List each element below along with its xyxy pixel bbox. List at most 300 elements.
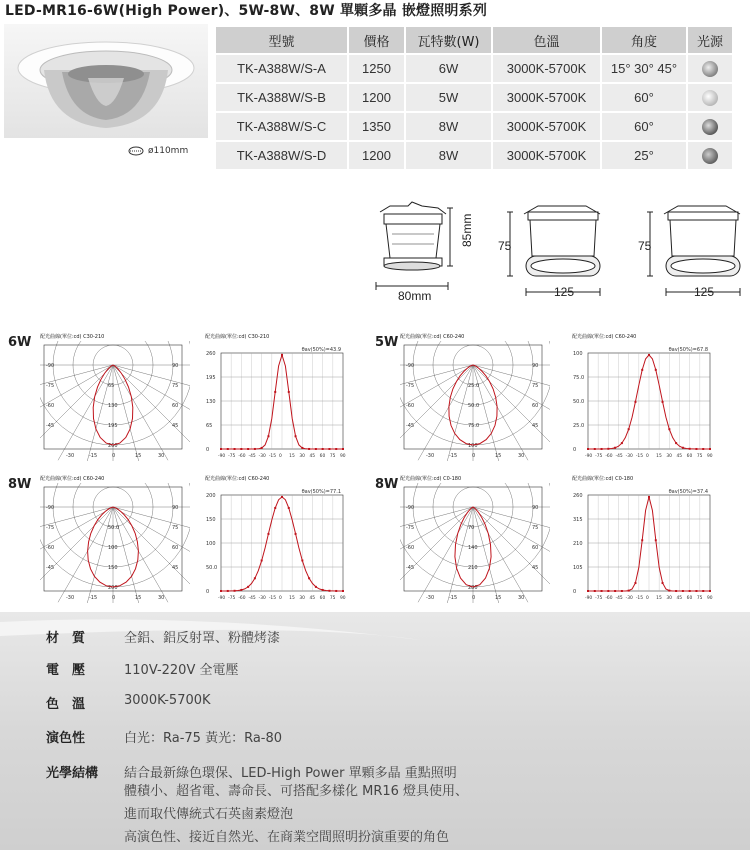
x-tick-label: -30 — [625, 596, 633, 601]
polar-angle-label: -90 — [406, 505, 415, 511]
power-label-6w: 6W — [8, 335, 32, 350]
polar-angle-label: -75 — [406, 525, 415, 531]
polar-angle-label: -75 — [46, 525, 55, 531]
intensity-point — [668, 428, 670, 430]
intensity-point — [628, 428, 630, 430]
x-tick-label: -45 — [248, 596, 256, 601]
cell-model: TK-A388W/S-D — [216, 142, 347, 169]
x-tick-label: -60 — [238, 596, 246, 601]
beam-angle-label: θav(50%)=77.1 — [301, 489, 341, 495]
polar-angle-label: 45 — [532, 423, 539, 429]
polar-angle-label: 45 — [172, 565, 179, 571]
x-tick-label: 90 — [340, 596, 346, 601]
intensity-chart — [572, 333, 717, 461]
intensity-point — [662, 401, 664, 403]
polar-angle-label: 45 — [532, 565, 539, 571]
x-tick-label: 45 — [309, 596, 316, 601]
intensity-point — [634, 582, 636, 584]
intensity-point — [227, 448, 229, 450]
polar-angle-label: -60 — [46, 403, 55, 409]
x-tick-label: 90 — [707, 454, 713, 459]
cell-cct: 3000K-5700K — [493, 142, 600, 169]
polar-angle-label: -30 — [426, 453, 435, 459]
intensity-point — [274, 507, 276, 509]
intensity-point — [695, 448, 697, 450]
polar-angle-label: 90 — [532, 505, 539, 511]
intensity-point — [240, 589, 242, 591]
y-tick-label: 0 — [206, 447, 210, 453]
intensity-point — [675, 590, 677, 592]
y-tick-label: 130 — [206, 399, 216, 405]
dim-h2: 75 — [498, 239, 512, 253]
polar-angle-label: -75 — [406, 383, 415, 389]
polar-ring-label: 140 — [468, 545, 478, 551]
y-tick-label: 100 — [206, 541, 216, 547]
x-tick-label: -30 — [258, 454, 266, 459]
x-tick-label: -90 — [585, 454, 593, 459]
spec-material: 材 質 全鋁、鋁反射罩、粉體烤漆 — [46, 631, 281, 646]
y-tick-label: 315 — [573, 517, 583, 523]
polar-angle-label: 15 — [135, 595, 142, 601]
cell-source — [688, 84, 732, 111]
intensity-point — [281, 354, 283, 356]
polar-angle-label: -45 — [406, 565, 415, 571]
polar-angle-label: 60 — [172, 403, 179, 409]
x-tick-label: -90 — [218, 454, 226, 459]
x-tick-label: 15 — [656, 454, 662, 459]
polar-chart-title: 配光曲線(單位:cd) C60-240 — [40, 476, 105, 482]
cell-angle: 15° 30° 45° — [602, 55, 686, 82]
x-tick-label: -45 — [615, 454, 623, 459]
polar-ring-label: 100 — [468, 443, 478, 449]
polar-angle-label: 90 — [532, 363, 539, 369]
x-tick-label: 90 — [340, 454, 346, 459]
intensity-point — [655, 539, 657, 541]
y-tick-label: 65 — [206, 423, 213, 429]
intensity-point — [587, 590, 589, 592]
intensity-point — [227, 590, 229, 592]
intensity-point — [254, 577, 256, 579]
polar-ring-label: 65 — [108, 383, 115, 389]
y-tick-label: 260 — [206, 351, 216, 357]
polar-angle-label: -90 — [46, 505, 55, 511]
polar-angle-label: 0 — [112, 453, 116, 459]
dim-w2: 125 — [554, 285, 575, 299]
polar-angle-label: -45 — [46, 565, 55, 571]
x-tick-label: -75 — [228, 596, 236, 601]
polar-angle-label: 30 — [158, 595, 165, 601]
x-tick-label: -60 — [605, 596, 613, 601]
x-tick-label: -60 — [238, 454, 246, 459]
table-row — [216, 84, 732, 111]
x-tick-label: 75 — [329, 454, 336, 459]
beam-angle-label: θav(50%)=43.9 — [301, 347, 341, 353]
y-tick-label: 105 — [573, 565, 583, 571]
x-tick-label: 45 — [309, 454, 316, 459]
cell-cct: 3000K-5700K — [493, 113, 600, 140]
spec-cri: 演色性 白光：Ra-75 黃光：Ra-80 — [46, 731, 283, 746]
cell-angle: 60° — [602, 113, 686, 140]
y-tick-label: 0 — [573, 589, 577, 595]
intensity-chart — [205, 475, 350, 603]
polar-angle-label: 15 — [495, 453, 502, 459]
x-tick-label: -75 — [595, 596, 603, 601]
intensity-point — [709, 448, 711, 450]
x-tick-label: 60 — [686, 454, 693, 459]
intensity-point — [240, 448, 242, 450]
intensity-chart — [572, 475, 717, 603]
power-label-5w: 5W — [375, 335, 399, 350]
polar-chart — [400, 475, 550, 603]
col-model: 型號 — [216, 27, 347, 53]
x-tick-label: 30 — [666, 596, 672, 601]
mr16-bulb-icon — [702, 119, 718, 135]
polar-chart — [400, 333, 550, 461]
y-tick-label: 0 — [573, 447, 577, 453]
x-tick-label: -15 — [268, 454, 277, 459]
intensity-point — [335, 448, 337, 450]
intensity-point — [594, 448, 596, 450]
polar-angle-label: 60 — [532, 403, 539, 409]
x-tick-label: 75 — [696, 454, 703, 459]
desc-line: 體積小、超省電、壽命長、可搭配多樣化 MR16 燈具使用、 — [124, 784, 469, 799]
polar-angle-label: -30 — [66, 453, 75, 459]
intensity-point — [607, 590, 609, 592]
x-tick-label: -90 — [585, 596, 593, 601]
intensity-point — [234, 448, 236, 450]
table-row — [216, 113, 732, 140]
intensity-point — [281, 496, 283, 498]
fixture-side-drawing — [376, 202, 453, 290]
cell-price: 1250 — [349, 55, 404, 82]
x-tick-label: -30 — [258, 596, 266, 601]
intensity-point — [301, 559, 303, 561]
polar-angle-label: 75 — [172, 525, 179, 531]
power-label-8w-a: 8W — [8, 477, 32, 492]
x-tick-label: 75 — [696, 596, 703, 601]
x-tick-label: 30 — [299, 596, 305, 601]
intensity-point — [288, 507, 290, 509]
intensity-point — [628, 590, 630, 592]
x-tick-label: 30 — [666, 454, 672, 459]
intensity-point — [695, 590, 697, 592]
polar-plot — [400, 483, 550, 603]
intensity-point — [295, 435, 297, 437]
polar-angle-label: -90 — [46, 363, 55, 369]
y-tick-label: 0 — [206, 589, 210, 595]
intensity-plot — [572, 483, 717, 603]
polar-angle-label: -15 — [449, 453, 458, 459]
intensity-point — [301, 447, 303, 449]
spec-table — [214, 25, 734, 171]
x-tick-label: -75 — [228, 454, 236, 459]
spec-optics: 光學結構 結合最新綠色環保、LED-High Power 單顆多晶 重點照明 — [46, 766, 457, 781]
intensity-point — [675, 442, 677, 444]
intensity-point — [682, 447, 684, 449]
intensity-point — [267, 533, 269, 535]
intensity-point — [254, 448, 256, 450]
mr16-bulb-icon — [702, 61, 718, 77]
cell-angle: 25° — [602, 142, 686, 169]
beam-angle-label: θav(50%)=37.4 — [668, 489, 708, 495]
intensity-point — [315, 448, 317, 450]
polar-angle-label: -15 — [449, 595, 458, 601]
intensity-point — [261, 447, 263, 449]
polar-angle-label: 15 — [135, 453, 142, 459]
intensity-point — [641, 539, 643, 541]
polar-angle-label: 30 — [518, 453, 525, 459]
intensity-point — [648, 354, 650, 356]
cell-source — [688, 55, 732, 82]
polar-chart-title: 配光曲線(單位:cd) C60-240 — [400, 334, 465, 340]
x-tick-label: 0 — [646, 454, 649, 459]
cell-watt: 5W — [406, 84, 491, 111]
intensity-point — [220, 590, 222, 592]
intensity-point — [322, 589, 324, 591]
intensity-point — [328, 590, 330, 592]
polar-chart — [40, 475, 190, 603]
dim-h1: 85mm — [460, 213, 474, 247]
polar-angle-label: -15 — [89, 453, 98, 459]
x-tick-label: -15 — [635, 596, 644, 601]
intensity-point — [267, 435, 269, 437]
x-tick-label: -75 — [595, 454, 603, 459]
x-tick-label: 30 — [299, 454, 305, 459]
intensity-point — [614, 590, 616, 592]
fixture-front-drawing — [507, 206, 600, 296]
y-tick-label: 260 — [573, 493, 583, 499]
polar-angle-label: -30 — [66, 595, 75, 601]
intensity-point — [315, 586, 317, 588]
x-tick-label: 0 — [279, 596, 282, 601]
polar-ring-label: 150 — [108, 565, 118, 571]
cell-watt: 6W — [406, 55, 491, 82]
polar-angle-label: 75 — [532, 525, 539, 531]
intensity-point — [601, 448, 603, 450]
intensity-point — [668, 590, 670, 592]
polar-angle-label: 60 — [532, 545, 539, 551]
x-tick-label: 15 — [289, 454, 295, 459]
cell-source — [688, 142, 732, 169]
polar-plot — [40, 483, 190, 603]
intensity-chart-title: 配光曲線(單位:cd) C60-240 — [205, 476, 270, 482]
cell-model: TK-A388W/S-B — [216, 84, 347, 111]
x-tick-label: 60 — [319, 596, 326, 601]
polar-angle-label: 90 — [172, 505, 179, 511]
y-tick-label: 100 — [573, 351, 583, 357]
mr16-bulb-icon — [702, 148, 718, 164]
polar-ring-label: 25.0 — [468, 383, 480, 389]
polar-angle-label: 0 — [472, 595, 476, 601]
table-row — [216, 55, 732, 82]
cell-price: 1200 — [349, 142, 404, 169]
intensity-point — [621, 590, 623, 592]
optics-description — [124, 780, 468, 849]
intensity-point — [342, 590, 344, 592]
y-tick-label: 50.0 — [573, 399, 585, 405]
polar-angle-label: -30 — [426, 595, 435, 601]
polar-angle-label: -90 — [406, 363, 415, 369]
intensity-point — [220, 448, 222, 450]
intensity-chart-title: 配光曲線(單位:cd) C60-240 — [572, 334, 637, 340]
intensity-plot — [205, 341, 350, 461]
intensity-point — [322, 448, 324, 450]
intensity-point — [662, 582, 664, 584]
intensity-point — [247, 586, 249, 588]
x-tick-label: 15 — [289, 596, 295, 601]
y-tick-label: 200 — [206, 493, 216, 499]
y-tick-label: 75.0 — [573, 375, 585, 381]
intensity-point — [702, 448, 704, 450]
polar-ring-label: 210 — [468, 565, 478, 571]
intensity-chart — [205, 333, 350, 461]
fixture-front-drawing-2 — [647, 206, 740, 296]
y-tick-label: 195 — [206, 375, 216, 381]
cell-model: TK-A388W/S-C — [216, 113, 347, 140]
polar-angle-label: 0 — [112, 595, 116, 601]
intensity-point — [308, 448, 310, 450]
cell-model: TK-A388W/S-A — [216, 55, 347, 82]
cell-price: 1350 — [349, 113, 404, 140]
polar-ring-label: 75.0 — [468, 423, 480, 429]
x-tick-label: 60 — [686, 596, 693, 601]
polar-ring-label: 130 — [108, 403, 118, 409]
intensity-plot — [205, 483, 350, 603]
polar-angle-label: 60 — [172, 545, 179, 551]
intensity-point — [689, 590, 691, 592]
intensity-point — [247, 448, 249, 450]
page-title: LED-MR16-6W(High Power)、5W-8W、8W 單顆多晶 嵌燈照明系列 — [5, 3, 488, 19]
beam-angle-label: θav(50%)=67.8 — [668, 347, 708, 353]
polar-angle-label: 30 — [518, 595, 525, 601]
power-label-8w-b: 8W — [375, 477, 399, 492]
x-tick-label: -15 — [635, 454, 644, 459]
polar-ring-label: 70 — [468, 525, 475, 531]
x-tick-label: -30 — [625, 454, 633, 459]
intensity-point — [234, 590, 236, 592]
polar-angle-label: 90 — [172, 363, 179, 369]
intensity-point — [308, 577, 310, 579]
polar-plot — [40, 341, 190, 461]
intensity-point — [607, 448, 609, 450]
cell-watt: 8W — [406, 142, 491, 169]
intensity-point — [288, 391, 290, 393]
polar-chart-title: 配光曲線(單位:cd) C0-180 — [400, 476, 462, 482]
cell-price: 1200 — [349, 84, 404, 111]
diameter-label: ø110mm — [128, 145, 188, 157]
polar-angle-label: 15 — [495, 595, 502, 601]
intensity-point — [587, 448, 589, 450]
polar-angle-label: 75 — [532, 383, 539, 389]
dim-h3: 75 — [638, 239, 652, 253]
intensity-point — [682, 590, 684, 592]
polar-chart-title: 配光曲線(單位:cd) C30-210 — [40, 334, 105, 340]
dim-w3: 125 — [694, 285, 715, 299]
polar-angle-label: -45 — [46, 423, 55, 429]
polar-angle-label: -15 — [89, 595, 98, 601]
x-tick-label: -45 — [615, 596, 623, 601]
polar-chart — [40, 333, 190, 461]
dimension-drawings — [368, 200, 748, 310]
x-tick-label: -45 — [248, 454, 256, 459]
intensity-point — [261, 559, 263, 561]
polar-angle-label: 0 — [472, 453, 476, 459]
y-tick-label: 25.0 — [573, 423, 585, 429]
desc-line: 高演色性、接近自然光、在商業空間照明扮演重要的角色 — [124, 830, 450, 845]
intensity-point — [274, 391, 276, 393]
spec-cct: 色 溫 3000K-5700K — [46, 693, 211, 712]
intensity-point — [709, 590, 711, 592]
polar-plot — [400, 341, 550, 461]
x-tick-label: 45 — [676, 454, 683, 459]
x-tick-label: 15 — [656, 596, 662, 601]
cell-cct: 3000K-5700K — [493, 55, 600, 82]
polar-ring-label: 280 — [468, 585, 478, 591]
polar-angle-label: -75 — [46, 383, 55, 389]
intensity-chart-title: 配光曲線(單位:cd) C30-210 — [205, 334, 270, 340]
x-tick-label: 0 — [279, 454, 282, 459]
table-row — [216, 142, 732, 169]
cutout-icon — [128, 145, 144, 157]
intensity-chart-title: 配光曲線(單位:cd) C0-180 — [572, 476, 634, 482]
intensity-point — [601, 590, 603, 592]
col-watt: 瓦特數(W) — [406, 27, 491, 53]
intensity-point — [295, 533, 297, 535]
intensity-point — [641, 369, 643, 371]
x-tick-label: 90 — [707, 596, 713, 601]
polar-angle-label: -60 — [46, 545, 55, 551]
col-source: 光源 — [688, 27, 732, 53]
polar-ring-label: 195 — [108, 423, 118, 429]
intensity-point — [621, 442, 623, 444]
col-cct: 色溫 — [493, 27, 600, 53]
spec-voltage: 電 壓 110V-220V 全電壓 — [46, 663, 239, 678]
x-tick-label: -15 — [268, 596, 277, 601]
polar-ring-label: 50.0 — [108, 525, 120, 531]
polar-angle-label: -45 — [406, 423, 415, 429]
intensity-point — [634, 401, 636, 403]
y-tick-label: 210 — [573, 541, 583, 547]
y-tick-label: 150 — [206, 517, 216, 523]
intensity-point — [648, 496, 650, 498]
intensity-point — [655, 369, 657, 371]
dim-w1: 80mm — [398, 289, 432, 303]
cell-watt: 8W — [406, 113, 491, 140]
x-tick-label: 45 — [676, 596, 683, 601]
cell-cct: 3000K-5700K — [493, 84, 600, 111]
polar-angle-label: 75 — [172, 383, 179, 389]
polar-ring-label: 200 — [108, 585, 118, 591]
polar-angle-label: 45 — [172, 423, 179, 429]
polar-angle-label: 30 — [158, 453, 165, 459]
polar-angle-label: -60 — [406, 545, 415, 551]
x-tick-label: -90 — [218, 596, 226, 601]
x-tick-label: 60 — [319, 454, 326, 459]
product-photo — [4, 24, 208, 138]
cell-source — [688, 113, 732, 140]
cell-angle: 60° — [602, 84, 686, 111]
mr16-bulb-icon — [702, 90, 718, 106]
polar-ring-label: 50.0 — [468, 403, 480, 409]
y-tick-label: 50.0 — [206, 565, 218, 571]
intensity-point — [614, 447, 616, 449]
col-price: 價格 — [349, 27, 404, 53]
intensity-point — [689, 448, 691, 450]
intensity-point — [328, 448, 330, 450]
intensity-point — [335, 590, 337, 592]
polar-angle-label: -60 — [406, 403, 415, 409]
intensity-plot — [572, 341, 717, 461]
